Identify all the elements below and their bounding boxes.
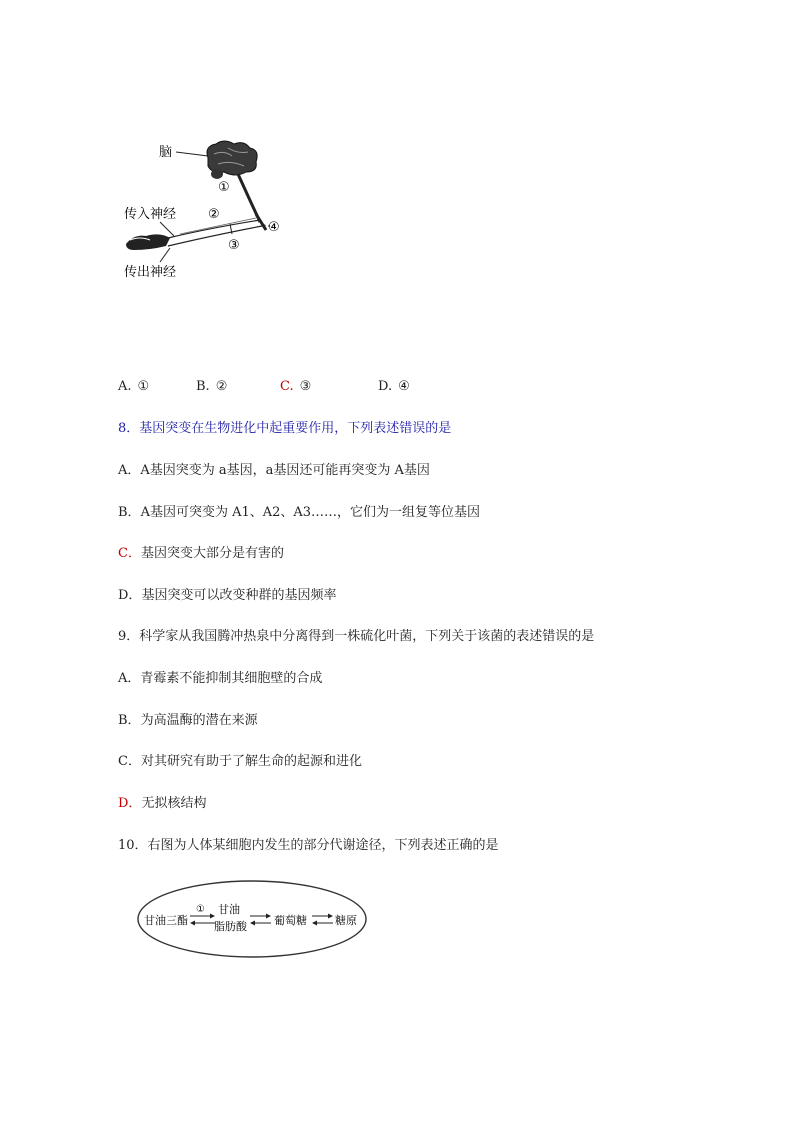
q9-stem: 9．科学家从我国腾冲热泉中分离得到一株硫化叶菌，下列关于该菌的表述错误的是 <box>118 629 595 644</box>
q8-option-a[interactable]: A．A基因突变为 a基因，a基因还可能再突变为 A基因 <box>118 463 430 478</box>
reflex-arc-figure <box>120 136 300 286</box>
node-glycogen: 糖原 <box>335 914 357 927</box>
label-brain: 脑 <box>158 145 172 160</box>
q9-option-d[interactable]: D．无拟核结构 <box>118 796 207 811</box>
node-glycerol: 甘油 <box>218 903 240 916</box>
q8-option-c[interactable]: C．基因突变大部分是有害的 <box>118 546 284 561</box>
step-1-label: ① <box>196 904 205 915</box>
q7-option-d[interactable]: D. ④ <box>378 379 410 394</box>
q10-stem: 10．右图为人体某细胞内发生的部分代谢途径，下列表述正确的是 <box>118 838 499 853</box>
q7-option-a[interactable]: A. ① <box>118 379 150 394</box>
q8-option-d[interactable]: D．基因突变可以改变种群的基因频率 <box>118 588 337 603</box>
label-efferent-nerve: 传出神经 <box>124 265 177 280</box>
q8-option-b[interactable]: B．A基因可突变为 A1、A2、A3……，它们为一组复等位基因 <box>118 505 481 520</box>
q7-option-c[interactable]: C. ③ <box>280 379 312 394</box>
node-glucose: 葡萄糖 <box>274 914 307 927</box>
node-fatty-acid: 脂肪酸 <box>214 920 247 933</box>
metabolic-pathway-figure <box>136 878 368 960</box>
label-n1: ① <box>218 180 230 195</box>
label-n2: ② <box>208 207 220 222</box>
q9-option-a[interactable]: A．青霉素不能抑制其细胞壁的合成 <box>118 671 323 686</box>
label-n4: ④ <box>268 220 280 235</box>
label-n3: ③ <box>228 238 240 253</box>
q8-stem: 8．基因突变在生物进化中起重要作用，下列表述错误的是 <box>118 421 452 436</box>
node-triglyceride: 甘油三酯 <box>144 914 188 927</box>
label-afferent-nerve: 传入神经 <box>124 207 177 222</box>
q7-option-b[interactable]: B. ② <box>196 379 228 394</box>
q9-option-b[interactable]: B．为高温酶的潜在来源 <box>118 713 258 728</box>
q9-option-c[interactable]: C．对其研究有助于了解生命的起源和进化 <box>118 754 362 769</box>
